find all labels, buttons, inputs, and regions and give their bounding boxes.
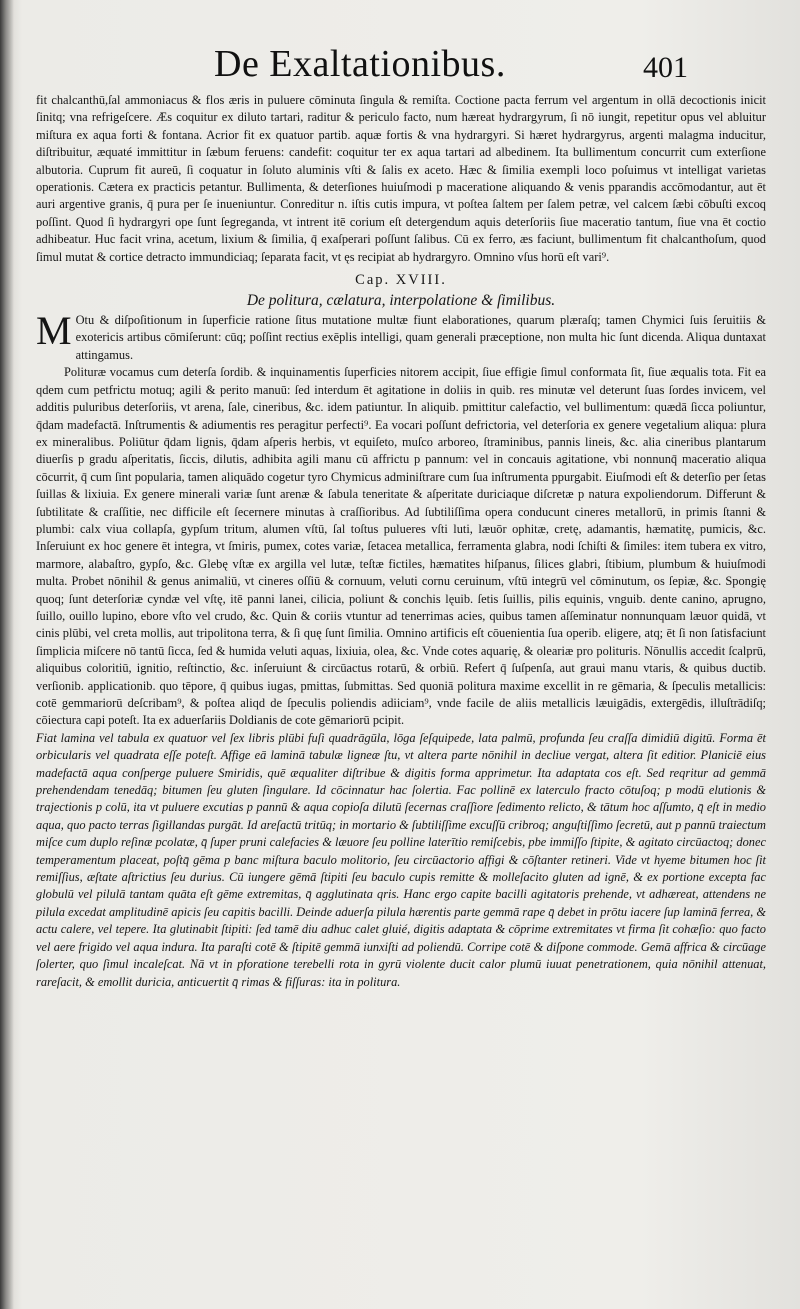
page-header	[0, 40, 800, 92]
first-paragraph-text: Otu & diſpoſitionum in ſuperficie ratione ſitus mutatione multæ fiunt elaborationes, quarum plæraſq; tamen Chymici ſuis ſeruitiis & exotericis artibus cōmiſerunt: cūq; poſſint rectius exēplis intelligi, quam generali præceptione, non multa hic ſunt dicenda. Aliqua duntaxat attingamus.	[75, 313, 766, 362]
italic-paragraph: Fiat lamina vel tabula ex quatuor vel ſex libris plūbi fuſi quadrāgūla, lōga ſeſquipede, lata palmū, profunda ſeu craſſa dimidiū digitū. Forma ēt orbicularis vel quadrata eſſe poteſt. Affige eā laminā tabulæ ligneæ ſtu, vt altera parte nōnihil in decliue vergat, altera ſit editior. Planiciē eius madefactā aqua conſperge puluere Smiridis, quē æqualiter diſtribue & digitis forma apprimetur. Ita adaptata cos eſt. Sed reqritur ad gemmā prehendendam tenedāq; bitumen ſeu gluten ſingulare. Id cōcinnatur hac ſolertia. Fac pollinē ex laterculo fracto cōtuſoq; p modū elutionis & trajectionis p colū, ita vt puluere excutias p pannū & aqua copioſa dilutū ſecernas craſſiore ſedimento relicto, & tātum hoc aſſumto, q̄ eſt in medio aqua, quo pacto terras ſigillandas purgāt. Id areſactū tritūq; in mortario & ſubtiliſſime excuſſū cribroq; anguſtiſſimo ſecretū, aut p pannū traiectum miſce cum duplo reſinæ pcolatæ, q̄ ſuper pruni calefacies & læuore ſeu polline laterītio remiſcebis, pbe immiſſo ſtipite, & agitato circūactoq; donec temperamentum placeat, poſtq̄ gēma p banc miſtura baculo molitorio, ſeu circūactorio affigi & cōſtanter retineri. Vide vt hyeme bitumen hoc ſit remiſſius, æſtate aſtrictius ſeu durius. Cū iungere gēmā ſtipiti ſeu baculo cupis remitte & molleſacito gluten ad ignē, & ex portione excepta fac globulū vel pilulā tantam quāta eſt gēme extremitas, q̄ agglutinata qris. Hanc ergo capite bacilli agitatoris prehende, vt adhæreat, attendens ne pilula excedat amplitudinē apicis ſeu capitis bacilli. Deinde aduerſa pilula hærentis parte gemmā rape q̄ debet in prōtu iacere ſup laminā ferrea, & actu calere, vel tepere. Ita glutinabit ſtipiti: ſed tamē diu adhuc calet gluié, digitis adaptata & cōprime extremitates vt firma ſit cohæſio: quo facto vel aere frigido vel aqua indura. Ita paraſti cotē & ſtipitē gemmā iunxiſti ad poliendū. Corripe cotē & diſpone commode. Gemā affrica & circūage ſolerter, quo ſimul incaleſcat. Nā vt in pforatione terebelli rota in gyrū violente ducit calor plumū iuuat penetrationem, quia nōnihil attenuat, rareſacit, & emollit duricia, anticuertit q̄ rimas & fiſſuras: ita in politura.	[36, 730, 766, 989]
intro-paragraph: fit chalcanthū,ſal ammoniacus & flos æris in puluere cōminuta ſingula & remiſta. Coctione pacta ferrum vel argentum in ollā decoctionis inicit ſinitq; vna refrigeſcere. Æs coquitur ex diluto tartari, raditur & periculo facto, num hæreat hydrargyrum, ſi nō iungit, repetitur opus vel abluitur miſtura ex aqua forti & fontana. Acrior fit ex quatuor partib. aquæ fortis & vna hydrargyri. Si hæret hydrargyrus, argenti malagma inducitur, diſtribuitur, æquaté immittitur in ſæbum feruens: candefit: coquitur ter ex aqua tartari ad albedinem. Ita bullimentum concurrit cum exterſione albutoria. Cuprum fit aureū, ſi coquatur in ſoluto aluminis vſti & ſalis ex aceto. Hæc & ſimilia exempli loco poſuimus vt intelligat varietas operationis. Cætera ex practicis petantur. Bullimenta, & deterſiones huiuſmodi p maceratione aliquando & venis pparandis accōmodantur, aut ēt auri argentive granis, q̄ pura per ſe inueniuntur. Conreditur n. iſtis cutis impura, vt poſtea ſaltem per ſalem petræ, vel calcem ſæbi cōbuſti excoq poſſint. Quod ſi hydrargyri ope ſunt ſegreganda, vt intrent itē corium eſt detergendum aquis deterſoriis ſiue maceratio tantum, ſiue vna ēt coctio adhibeatur. Huc facit vrina, acetum, lixium & ſimilia, q̄ exaſperari poſſunt ſalibus. Cū ex ferro, æs faciunt, bullimentum fit chalcanthoſum, quod ſimul mutat & cortice detracto immundiciaq; ſeparata facit, vt ęs recipiat ab hydrargyro. Omnino vſus horū eſt vari⁹.	[36, 93, 766, 264]
chapter-subtitle: De politura, cælatura, interpolatione & ſimilibus.	[246, 292, 556, 310]
initial-letter: M	[36, 308, 72, 354]
text-block	[36, 92, 766, 991]
first-paragraph	[36, 308, 766, 364]
second-paragraph: Polituræ vocamus cum deterſa ſordib. & inquinamentis ſuperficies nitorem accipit, ſiue effigie ſimul conformata ſit, ſiue æqualis tota. Fit ea qdem cum petfrictu motuq; agili & perito manuū: ſed interdum ēt agitatione in doliis in quib. res minutæ vel deterunt ſuas ſordes invicem, vel additis puluribus deterſoriis, vt arena, ſale, cineribus, &c. idem patiuntur. In aliquib. pmittitur calefactio, vel bullimentum: quædā ſicca poliuntur, q̄dam madefactā. Inſtrumentis & adiumentis res peragitur perfecti⁹. Ea vocari poſſunt defrictoria, vel deterſoria ex genere vegetalium aliqua: plura ex mineralibus. Poliūtur q̄dam lignis, q̄dam aſperis herbis, vt equiſeto, muſco arboreo, ſtraminibus, pannis lineis, &c. alia cineribus plantarum diuerſis p gradu aſperitatis, ſiccis, dilutis, adhibita agili manu cū affrictu p pannum: vel in concauis agitatione, vbi nonnunq̄ maceratio aliqua cōcurrit, q̄ cum ſint popularia, tamen aliquādo cogetur tyro Chymicus adminiſtrare cum ſua inſtrumenta ppurgabit. Eiuſmodi eſt & deterſio per ſetas ſuillas & lixiuia. Ex genere minerali variæ ſunt arenæ & ſabula teneritate & aſperitate duriciaque diſcretæ p natura expoliendorum. Differunt & ſubtilitate & craſſitie, nec difficile eſt ſecernere minutas à craſſioribus. Ad ſubtiliſſima opera conducunt cineres metallorū, in primis ſtanni & plumbi: calx viua collapſa, gypſum tritum, alumen vſtū, ſal toſtus pulueres vſti luti, læuōr ophitæ, cretę, adamantis, hæmatitę, pumicis, &c. Inſeruiunt ex hoc genere ēt integra, vt ſmiris, pumex, cotes variæ, ſetacea metallica, ferramenta glabra, nodi ſchiſti & ſimiles: item tubera ex vitro, marmore, alabaſtro, gypſo, &c. Glebę vſtæ ex argilla vel lutæ, teſtæ fictiles, hæmatites hiſpanus, ſilices glabri, ſtibium, plumbum & huiuſmodi multa. Probet nōnihil & genus animaliū, vt cineres oſſiū & cornuum, veluti cornu ceruinum, vſtū integrū vel cōminutum, os ſepiæ, &c. Spongię quoq; ſunt deterſoriæ cyndæ vel vſtę, itē panni lanei, cilicia, poliunt & conchis lęuib. ſetis ſuillis, pilis equinis, vnguib. dente canino, aprugno, ſuillo, ouillo lupino, ebore vſto vel crudo, &c. Quin & coriis vtuntur ad tenerrimas acies, quibus tamen aſſeminatur nonnunquam læuor quidā, vt cinis plūbi, vel creta mollis, aut tripolitona terra, & ſi quę ſunt ſimilia. Omnino artificis eſt cōuenientia ſua operib. eligere, atq; ēt ſi non ſatisfaciunt ſimplicia miſcere nō tantū ſicca, ſed & humida veluti aquas, lixiuia, olea, &c. Vnde cotes aquarię, & oleariæ pro polituris. Nōnullis accedit ſcalprū, aliquibus coloritiū, ignitio, reſtinctio, &c. inſeruiunt & circūactus rotarū, & orbiū. Refert q̄ ſuſpenſa, aut graui manu vtaris, & quibus ductib. verſionib. applicationib. quo tēpore, q̄ quibus iugas, pmittas, ſubmittas. Sed quoniā politura maxime excellit in re gēmaria, & ſpeculis metallicis: cotē gemmariorū deſcribam⁹, & poſtea aliqd de ſpeculis poliendis adiiciam⁹, vnde facile de aliis metallicis læuigādis, extergēdis, illuſtrādiſq; cōiectura capi poteſt. Ita ex aduerſariis Doldianis de cote gēmariorū pcipit.	[36, 365, 766, 728]
binding-shadow	[0, 0, 14, 1309]
page-number: 401	[643, 51, 688, 84]
running-title: De Exaltationibus.	[214, 43, 506, 85]
chapter-heading: Cap. XVIII.	[355, 272, 447, 289]
